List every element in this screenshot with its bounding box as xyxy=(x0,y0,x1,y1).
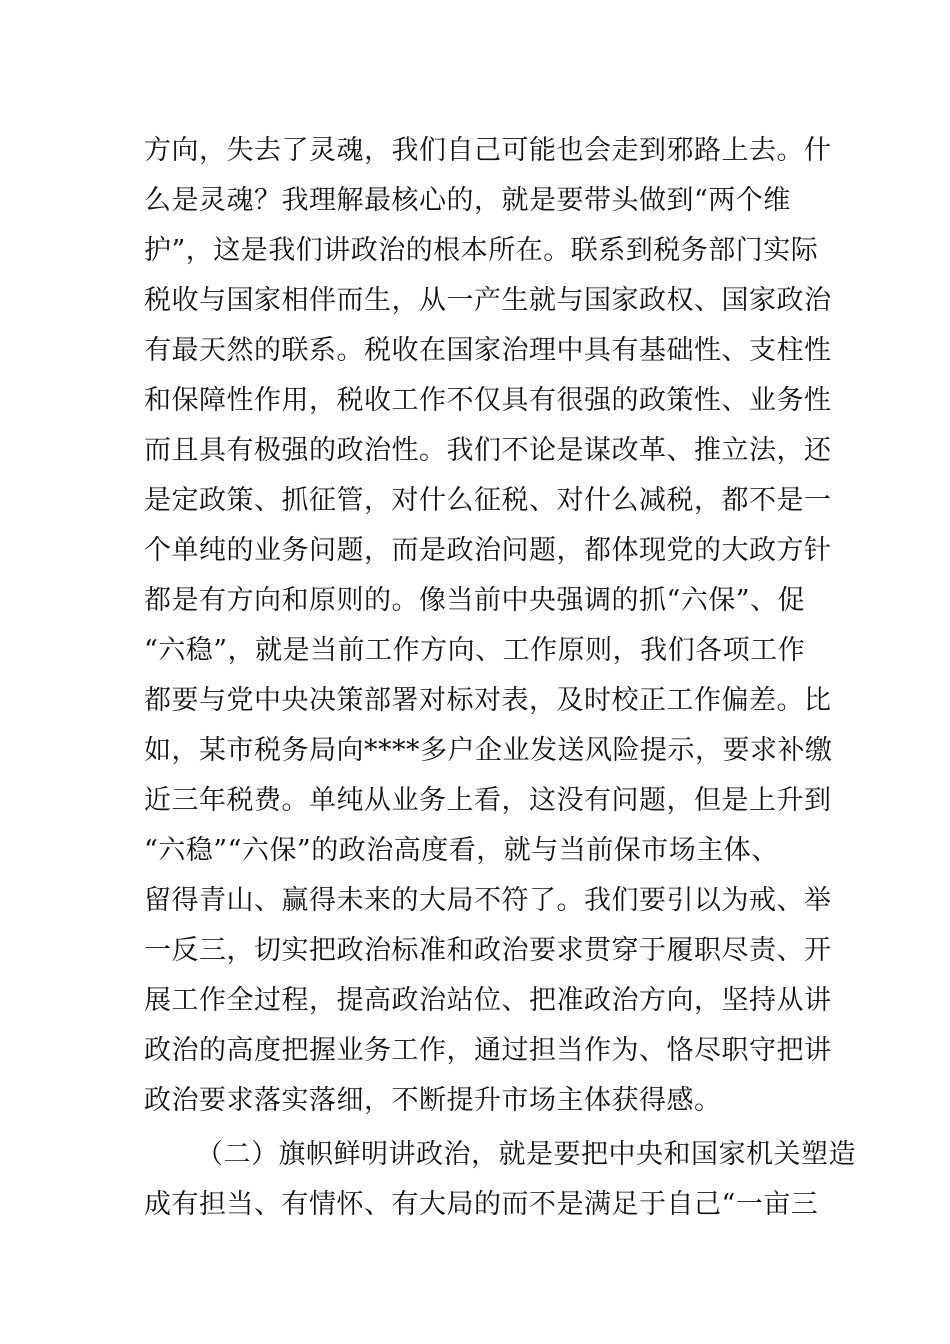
paragraph-line: 成有担当、有情怀、有大局的而不是满足于自己“一亩三 xyxy=(144,1189,819,1220)
paragraph-line: 近三年税费。单纯从业务上看，这没有问题，但是上升到 xyxy=(144,785,832,816)
paragraph-line: 展工作全过程，提高政治站位、把准政治方向，坚持从讲 xyxy=(144,985,832,1016)
paragraph-line: 么是灵魂？我理解最核心的，就是要带头做到“两个维 xyxy=(144,185,791,216)
paragraph-line: 方向，失去了灵魂，我们自己可能也会走到邪路上去。什 xyxy=(144,135,832,166)
paragraph-line: 而且具有极强的政治性。我们不论是谋改革、推立法，还 xyxy=(144,435,832,466)
paragraph-line: 有最天然的联系。税收在国家治理中具有基础性、支柱性 xyxy=(144,335,832,366)
paragraph-line: “六稳”，就是当前工作方向、工作原则，我们各项工作 xyxy=(144,635,806,666)
paragraph-line: 一反三，切实把政治标准和政治要求贯穿于履职尽责、开 xyxy=(144,935,832,966)
paragraph-line: 和保障性作用，税收工作不仅具有很强的政策性、业务性 xyxy=(144,385,832,416)
paragraph-line: 都要与党中央决策部署对标对表，及时校正工作偏差。比 xyxy=(144,685,832,716)
paragraph-1 xyxy=(144,126,833,1126)
paragraph-line: “六稳”“六保”的政治高度看，就与当前保市场主体、 xyxy=(144,835,779,866)
paragraph-line: （二）旗帜鲜明讲政治，就是要把中央和国家机关塑造 xyxy=(196,1139,856,1170)
paragraph-line: 是定政策、抓征管，对什么征税、对什么减税，都不是一 xyxy=(144,485,832,516)
paragraph-line: 个单纯的业务问题，而是政治问题，都体现党的大政方针 xyxy=(144,535,832,566)
paragraph-line: 留得青山、赢得未来的大局不符了。我们要引以为戒、举 xyxy=(144,885,832,916)
paragraph-line: 政治要求落实落细，不断提升市场主体获得感。 xyxy=(144,1085,722,1116)
paragraph-2 xyxy=(144,1130,856,1230)
paragraph-line: 政治的高度把握业务工作，通过担当作为、恪尽职守把讲 xyxy=(144,1035,832,1066)
paragraph-line: 都是有方向和原则的。像当前中央强调的抓“六保”、促 xyxy=(144,585,806,616)
paragraph-line: 税收与国家相伴而生，从一产生就与国家政权、国家政治 xyxy=(144,285,832,316)
paragraph-line: 护”，这是我们讲政治的根本所在。联系到税务部门实际 xyxy=(144,235,819,266)
paragraph-line: 如，某市税务局向****多户企业发送风险提示，要求补缴 xyxy=(144,735,833,766)
document-body xyxy=(144,126,856,1230)
